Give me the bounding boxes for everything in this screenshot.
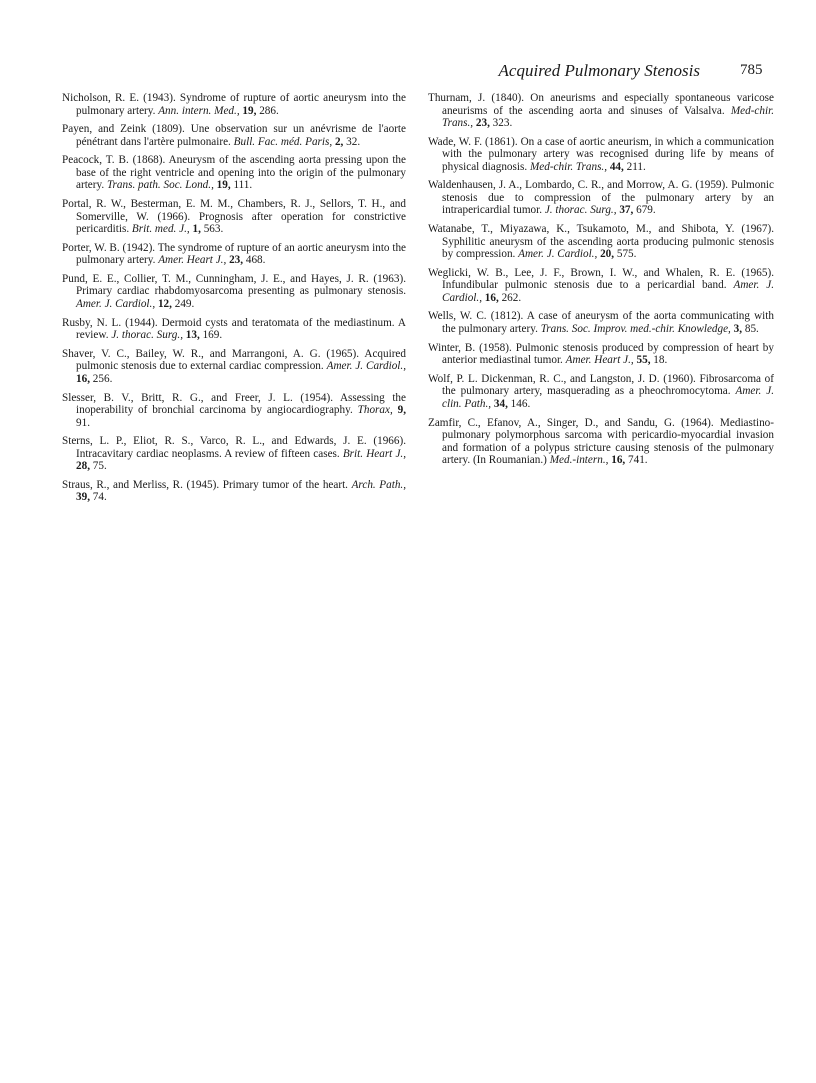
reference-journal: Amer. J. Cardiol., <box>76 297 156 310</box>
reference-entry <box>428 310 774 335</box>
reference-text: Weglicki, W. B., Lee, J. F., Brown, I. W., and Whalen, R. E. (1965). Infundibular pulmonic stenosis due to a pericardial band. <box>428 266 774 292</box>
reference-volume: 3, <box>733 322 743 335</box>
reference-journal: Amer. J. Cardiol., <box>326 360 406 373</box>
reference-volume: 37, <box>619 204 634 217</box>
reference-volume: 16, <box>76 372 90 385</box>
reference-volume: 16, <box>484 291 499 304</box>
reference-journal: J. thorac. Surg., <box>111 329 183 342</box>
reference-journal: Thorax, <box>357 404 393 416</box>
references-right-column <box>428 92 774 473</box>
reference-volume: 19, <box>216 179 231 192</box>
reference-text: Wolf, P. L. Dickenman, R. C., and Langston, J. D. (1960). Fibrosarcoma of the pulmonary artery, masquerading as a pheochromocytoma. <box>428 372 774 398</box>
reference-entry <box>428 373 774 411</box>
reference-entry <box>62 273 406 311</box>
reference-pages: 468. <box>245 254 266 267</box>
reference-pages: 146. <box>510 397 531 410</box>
reference-text: Slesser, B. V., Britt, R. G., and Freer, J. L. (1954). Assessing the inoperability of bronchial carcinoma by angiocardiography. <box>62 391 406 416</box>
reference-journal: Trans. path. Soc. Lond., <box>106 179 214 192</box>
reference-entry <box>62 242 406 267</box>
reference-volume: 2, <box>334 135 344 148</box>
reference-pages: 91. <box>76 416 90 429</box>
reference-journal: Med-chir. Trans., <box>529 160 608 173</box>
reference-pages: 85. <box>744 322 759 335</box>
reference-volume: 16, <box>611 454 626 466</box>
reference-entry <box>62 479 406 504</box>
reference-text: Porter, W. B. (1942). The syndrome of rupture of an aortic aneurysm into the pulmonary artery. <box>62 241 406 267</box>
reference-pages: 169. <box>202 329 223 342</box>
reference-pages: 32. <box>346 135 361 148</box>
reference-volume: 12, <box>157 297 172 310</box>
reference-pages: 74. <box>92 491 107 504</box>
reference-volume: 28, <box>76 460 90 473</box>
reference-journal: Ann. intern. Med., <box>158 104 240 117</box>
reference-volume: 9, <box>397 404 407 416</box>
reference-pages: 18. <box>653 354 668 367</box>
reference-text: Straus, R., and Merliss, R. (1945). Primary tumor of the heart. <box>62 478 348 491</box>
reference-journal: J. thorac. Surg., <box>544 204 617 217</box>
reference-volume: 34, <box>493 397 508 410</box>
references-left-column <box>62 92 406 510</box>
reference-journal: Arch. Path., <box>351 478 407 491</box>
reference-volume: 23, <box>229 254 244 267</box>
reference-text: Wells, W. C. (1812). A case of aneurysm of the aorta communicating with the pulmonary artery. <box>428 310 774 335</box>
reference-text: Peacock, T. B. (1868). Aneurysm of the ascending aorta pressing upon the base of the right ventricle and opening into the origin of the pulmonary artery. <box>62 154 406 192</box>
reference-entry <box>428 92 774 130</box>
reference-pages: 249. <box>174 297 195 310</box>
reference-journal: Brit. med. J., <box>131 223 190 236</box>
reference-volume: 55, <box>636 354 651 367</box>
reference-pages: 256. <box>92 372 113 385</box>
reference-entry <box>62 123 406 148</box>
reference-pages: 563. <box>203 223 224 236</box>
reference-entry <box>62 154 406 192</box>
reference-entry <box>62 317 406 342</box>
page-header <box>0 61 816 85</box>
reference-entry <box>428 417 774 467</box>
reference-entry <box>428 223 774 261</box>
reference-journal: Amer. J. Cardiol., <box>518 248 598 261</box>
reference-journal: Brit. Heart J., <box>342 447 406 460</box>
page-number: 785 <box>740 62 763 78</box>
reference-pages: 286. <box>259 104 279 117</box>
reference-entry <box>428 267 774 305</box>
reference-volume: 44, <box>609 160 624 173</box>
reference-text: Payen, and Zeink (1809). Une observation sur un anévrisme de l'aorte pénétrant dans l'artère pulmonaire. <box>62 123 406 148</box>
reference-volume: 20, <box>600 248 615 261</box>
reference-journal: Med.-intern., <box>549 454 609 466</box>
reference-pages: 75. <box>92 460 107 473</box>
running-title: Acquired Pulmonary Stenosis <box>498 61 700 80</box>
reference-text: Portal, R. W., Besterman, E. M. M., Chambers, R. J., Sellors, T. H., and Somerville, W. (1966). Prognosis after operation for constrictive pericarditis. <box>62 198 406 236</box>
reference-pages: 262. <box>501 291 522 304</box>
reference-volume: 13, <box>185 329 200 342</box>
reference-pages: 211. <box>626 160 646 173</box>
reference-entry <box>428 179 774 217</box>
reference-entry <box>62 198 406 236</box>
reference-journal: Amer. Heart J., <box>158 254 227 267</box>
reference-volume: 19, <box>242 104 257 117</box>
reference-journal: Amer. J. Cardiol., <box>442 279 774 304</box>
reference-text: Wade, W. F. (1861). On a case of aortic aneurism, in which a communication with the pulmonary artery was recognised during life by means of physical diagnosis. <box>428 135 774 173</box>
reference-text: Watanabe, T., Miyazawa, K., Tsukamoto, M., and Shibota, Y. (1967). Syphilitic aneurysm of the ascending aorta producing pulmonic stenosis by compression. <box>428 223 774 261</box>
reference-volume: 23, <box>475 117 490 129</box>
reference-entry <box>62 348 406 386</box>
reference-entry <box>428 136 774 174</box>
reference-pages: 679. <box>636 204 656 217</box>
reference-entry <box>62 392 406 430</box>
reference-pages: 575. <box>616 248 637 261</box>
reference-pages: 741. <box>628 454 648 466</box>
reference-entry <box>428 342 774 367</box>
reference-pages: 111. <box>233 179 253 192</box>
reference-entry <box>62 435 406 473</box>
reference-pages: 323. <box>492 117 513 129</box>
reference-journal: Trans. Soc. Improv. med.-chir. Knowledge, <box>540 322 731 335</box>
reference-text: Pund, E. E., Collier, T. M., Cunningham, J. E., and Hayes, J. R. (1963). Primary cardiac rhabdomyosarcoma presenting as pulmonary stenosis. <box>62 272 406 298</box>
reference-text: Waldenhausen, J. A., Lombardo, C. R., and Morrow, A. G. (1959). Pulmonic stenosis due to compression of the pulmonary artery by an intrapericardial tumor. <box>428 179 774 217</box>
reference-text: Winter, B. (1958). Pulmonic stenosis produced by compression of heart by anterior mediastinal tumor. <box>428 341 774 367</box>
reference-text: Zamfir, C., Efanov, A., Singer, D., and Sandu, G. (1964). Mediastino-pulmonary polymorphous sarcoma with pericardio-myocardial invasion and formation of a polypus stricture causing stenosis of the pulmonary artery. (In Roumanian.) <box>428 416 774 466</box>
reference-volume: 1, <box>192 223 201 236</box>
reference-text: Sterns, L. P., Eliot, R. S., Varco, R. L., and Edwards, J. E. (1966). Intracavitary cardiac neoplasms. A review of fifteen cases. <box>62 435 406 460</box>
reference-volume: 39, <box>76 491 90 504</box>
reference-journal: Amer. J. clin. Path., <box>442 385 774 410</box>
reference-journal: Amer. Heart J., <box>565 354 634 367</box>
reference-entry <box>62 92 406 117</box>
reference-text: Rusby, N. L. (1944). Dermoid cysts and teratomata of the mediastinum. A review. <box>62 316 406 342</box>
reference-text: Thurnam, J. (1840). On aneurisms and especially spontaneous varicose aneurisms of the ascending aorta and sinuses of Valsalva. <box>428 92 774 117</box>
reference-journal: Med-chir. Trans., <box>442 104 774 129</box>
reference-journal: Bull. Fac. méd. Paris, <box>233 135 333 148</box>
reference-text: Nicholson, R. E. (1943). Syndrome of rupture of aortic aneurysm into the pulmonary artery. <box>62 92 406 117</box>
reference-text: Shaver, V. C., Bailey, W. R., and Marrangoni, A. G. (1965). Acquired pulmonic stenosis due to external cardiac compression. <box>62 347 406 373</box>
